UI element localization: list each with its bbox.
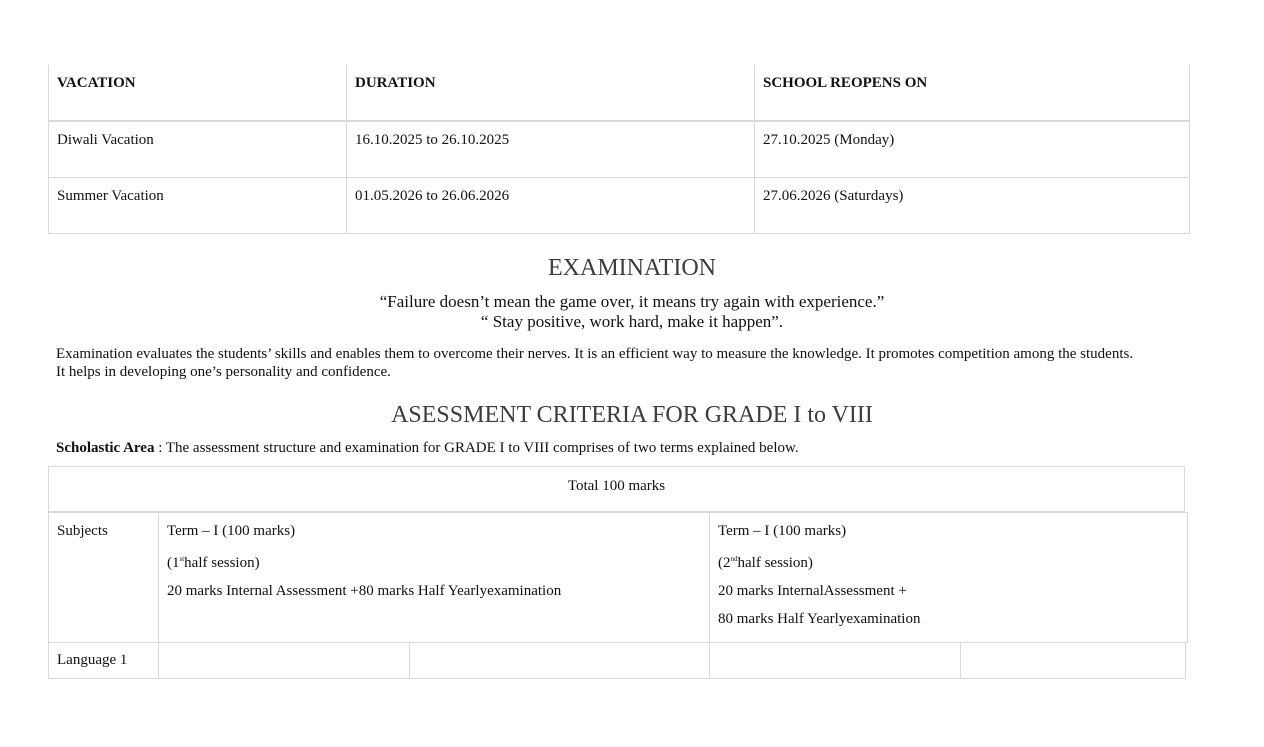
language-cell [409,642,710,679]
scholastic-label: Scholastic Area [56,440,155,456]
subjects-label: Subjects [57,523,108,539]
vacation-table [48,65,1190,234]
term1-cell [158,512,710,643]
assessment-terms-row [48,512,1188,643]
language-cell [158,642,410,679]
term1-detail: 20 marks Internal Assessment +80 marks Half Yearlyexamination [167,583,562,599]
header-vacation: VACATION [49,65,347,121]
quote-line-1: “Failure doesn’t mean the game over, it means try again with experience.” [379,292,885,311]
total-marks-cell: Total 100 marks [48,466,1185,512]
scholastic-line [56,439,1216,457]
vacation-table-header [49,65,1190,121]
language-label: Language 1 [57,652,128,668]
language-label-cell [48,642,159,679]
paragraph-line: Examination evaluates the students’ skills and enables them to overcome their nerves. It is an efficient way to measure the knowledge. It promotes competition among the students. [56,346,1134,362]
term2-detail-2: 80 marks Half Yearlyexamination [718,611,921,627]
subjects-cell [48,512,159,643]
scholastic-text: : The assessment structure and examination for GRADE I to VIII comprises of two terms explained below. [154,440,799,456]
term1-session: (1sthalf session) [167,555,260,571]
term2-detail-1: 20 marks InternalAssessment + [718,583,907,599]
header-duration: DURATION [347,65,755,121]
examination-paragraph [56,345,1216,381]
table-row [48,642,1188,679]
header-reopens: SCHOOL REOPENS ON [755,65,1190,121]
language-cell [960,642,1186,679]
examination-heading: EXAMINATION [548,255,716,281]
term2-title: Term – I (100 marks) [718,523,847,539]
vacation-duration: 01.05.2026 to 26.06.2026 [347,177,755,233]
quote-line-2: “ Stay positive, work hard, make it happen”. [480,312,784,331]
term1-title: Term – I (100 marks) [167,523,296,539]
assessment-heading: ASESSMENT CRITERIA FOR GRADE I to VIII [391,402,873,428]
table-row [49,121,1190,177]
term2-cell [709,512,1188,643]
vacation-name: Summer Vacation [49,177,347,233]
vacation-reopen: 27.10.2025 (Monday) [755,121,1190,177]
table-row [49,177,1190,233]
vacation-reopen: 27.06.2026 (Saturdays) [755,177,1190,233]
vacation-name: Diwali Vacation [49,121,347,177]
language-cell [709,642,961,679]
vacation-duration: 16.10.2025 to 26.10.2025 [347,121,755,177]
paragraph-line: It helps in developing one’s personality and confidence. [56,364,391,380]
term2-session: (2ndhalf session) [718,555,813,571]
